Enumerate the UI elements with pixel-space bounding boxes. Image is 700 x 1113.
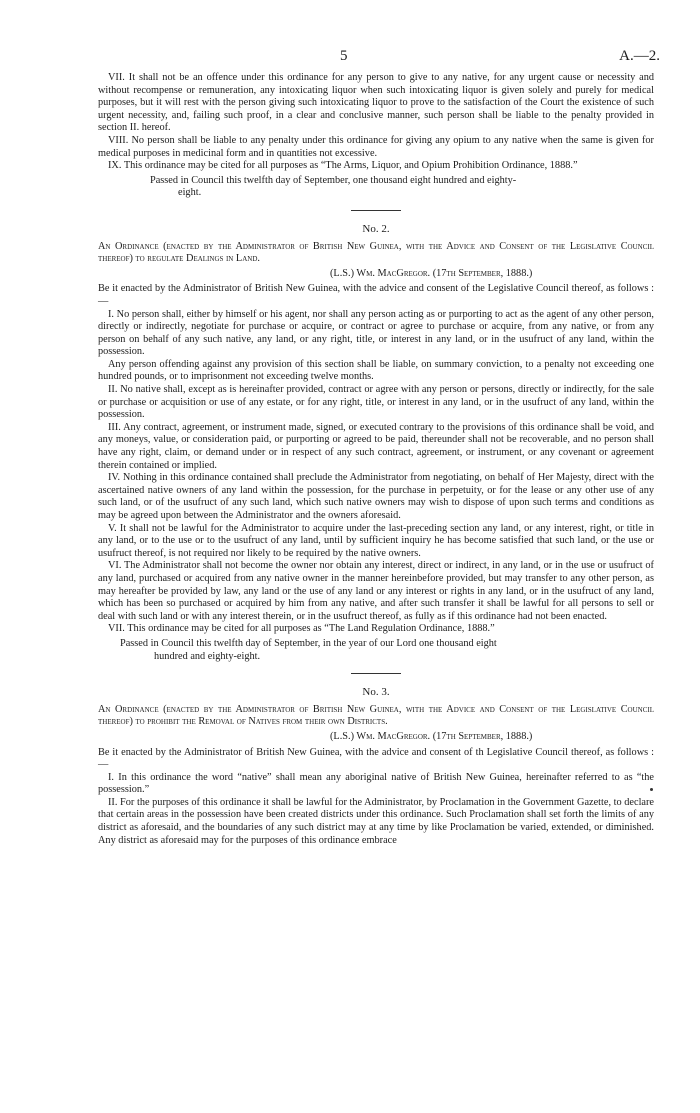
ordinance-3-number: No. 3. — [362, 686, 390, 699]
ordinance-2-section-5: V. It shall not be lawful for the Administrator to acquire under the last-preceding section any land, or any interest, right, or title in any land, or to the use or to the usufruct of any land, until by sufficient inquiry he has become satisfied that such land, or the use or usufruct thereof, is not required nor likely to be required by the native owners. — [98, 522, 654, 559]
ordinance-2-section-3: III. Any contract, agreement, or instrument made, signed, or executed contrary to the provisions of this ordinance shall be void, and any moneys, value, or consideration paid, or purporting or agreed to be paid, thereunder shall not be recoverable, and no person shall have any right, claim, or demand under or in respect of any such contract, agreement, or instrument, or any covenant or agreement therein contained or implied. — [98, 421, 654, 471]
ordinance-3-signature: (L.S.) Wm. MacGregor. (17th September, 1888.) — [330, 730, 533, 742]
page-number: 5 — [340, 48, 348, 64]
ordinance-3-section-2: II. For the purposes of this ordinance it shall be lawful for the Administrator, by Proclamation in the Government Gazette, to declare that certain areas in the possession have been created districts under this ordinance. Such Proclamation shall set forth the limits of any district as aforesaid, and the boundaries of any such district may at any time by like Proclamation be varied, extended, or diminished. Any district as aforesaid may for the purposes of this ordinance embrace — [98, 796, 654, 846]
ordinance-2-section-2: II. No native shall, except as is hereinafter provided, contract or agree with any person or persons, directly or indirectly, for the sale or purchase or acquisition or use of any estate, or for any right, title, or interest in any land, or in the usufruct of any land, within the possession. — [98, 384, 654, 421]
ordinance-2-signature: (L.S.) Wm. MacGregor. (17th September, 1888.) — [330, 267, 533, 279]
divider — [351, 673, 401, 674]
ordinance-2-enacting-clause: Be it enacted by the Administrator of British New Guinea, with the advice and consent of the Legislative Council thereof, as follows :— — [98, 283, 654, 307]
passed-in-council-2-line1: Passed in Council this twelfth day of September, in the year of our Lord one thousand eight — [120, 637, 497, 649]
passed-in-council-2 — [98, 638, 654, 663]
divider — [351, 210, 401, 211]
margin-dot-mark — [650, 788, 653, 791]
passed-in-council-1-line1: Passed in Council this twelfth day of September, one thousand eight hundred and eighty- — [150, 174, 517, 186]
page-header — [98, 48, 660, 72]
document-reference: A.—2. — [619, 48, 660, 64]
passed-in-council-1-line2: eight. — [178, 187, 202, 199]
ordinance-2-section-1: I. No person shall, either by himself or his agent, nor shall any person acting as or purporting to act as the agent of any other person, directly or indirectly, negotiate for purchase or acquire, or contract or agree to purchase or acquire, from any native, or from any person on behalf of any such native, any land, or any right, title, or interest in any land, or in the usufruct of any land, within the possession. — [98, 308, 654, 358]
ordinance-3-section-1: I. In this ordinance the word “native” shall mean any aboriginal native of British New Guinea, hereinafter referred to as “the possession.” — [98, 771, 654, 796]
ordinance-2-title: An Ordinance (enacted by the Administrator of British New Guinea, with the Advice and Consent of the Legislative Council thereof) to regulate Dealings in Land. — [98, 240, 654, 265]
passed-in-council-1 — [98, 175, 654, 200]
passed-in-council-2-line2: hundred and eighty-eight. — [154, 650, 261, 662]
ordinance-3-enacting-clause: Be it enacted by the Administrator of British New Guinea, with the advice and consent of th Legislative Council thereof, as follows :— — [98, 746, 654, 771]
section-8-arms-ordinance: VIII. No person shall be liable to any penalty under this ordinance for giving any opium to any native when the same is given for medical purposes in medicinal form and in quantities not excessive. — [98, 134, 654, 159]
ordinance-2-section-6: VI. The Administrator shall not become the owner nor obtain any interest, direct or indirect, in any land, or in the use or usufruct of any land, purchased or acquired from any native owner in the manner hereinbefore provided, but may transfer to any other person, as may hereafter be provided by law, any land or the use of any land or any interest or rights in any land, or in the usufruct of any land, which has been so purchased or acquired by him from any native, and after such transfer it shall be lawful for all persons to sell or deal with such land or with any interest therein, or in the usufruct thereof, as fully as if this ordinance had not been enacted. — [98, 560, 654, 622]
ordinance-2-section-1-penalty: Any person offending against any provision of this section shall be liable, on summary conviction, to a penalty not exceeding one hundred pounds, or to imprisonment not exceeding twelve months. — [98, 358, 654, 383]
ordinance-2-number: No. 2. — [362, 222, 390, 235]
ordinance-2-section-7: VII. This ordinance may be cited for all purposes as “The Land Regulation Ordinance, 1888.” — [108, 623, 495, 635]
section-9-arms-ordinance: IX. This ordinance may be cited for all purposes as “The Arms, Liquor, and Opium Prohibition Ordinance, 1888.” — [108, 160, 578, 172]
section-7-arms-ordinance: VII. It shall not be an offence under this ordinance for any person to give to any native, for any urgent cause or necessity and without recompense or remuneration, any intoxicating liquor when such intoxicating liquor is given solely and purely for medical purposes, but it will rest with the person giving such intoxicating liquor to prove to the satisfaction of the Court the existence of such urgent necessity, and, failing such proof, in a clear and conclusive manner, such person shall be liable to the penalty provided in section II. hereof. — [98, 72, 654, 134]
ordinance-2-section-4: IV. Nothing in this ordinance contained shall preclude the Administrator from negotiating, on behalf of Her Majesty, direct with the ascertained native owners of any land within the possession, for the purchase in perpetuity, or for the lease or any other use of any such land, or of the usufruct of any such land, which such native owners may wish to dispose of upon such terms and conditions as may be agreed upon between the Administrator and the owners aforesaid. — [98, 472, 654, 521]
ordinance-3-title: An Ordinance (enacted by the Administrator of British New Guinea, with the Advice and Consent of the Legislative Council thereof) to prohibit the Removal of Natives from their own Districts. — [98, 703, 654, 728]
document-page — [98, 48, 660, 847]
